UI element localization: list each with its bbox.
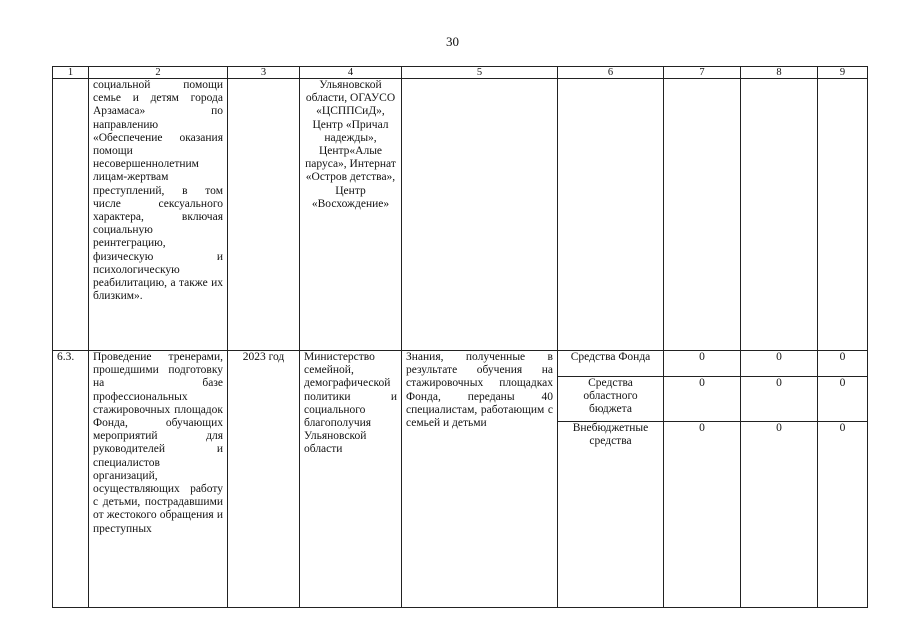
cell-v7: 0 xyxy=(664,422,741,608)
cell-executor: Министерство семейной, демографической политики и социального благополучия Ульяновской области xyxy=(300,351,402,608)
cell-source: Внебюджетные средства xyxy=(558,422,664,608)
cell-source xyxy=(558,79,664,351)
header-row xyxy=(53,67,868,79)
col-header: 7 xyxy=(664,67,741,79)
col-header: 8 xyxy=(741,67,818,79)
cell-period: 2023 год xyxy=(228,351,300,608)
col-header: 9 xyxy=(818,67,868,79)
table-row-6-3 xyxy=(53,351,868,377)
cell-v9 xyxy=(818,79,868,351)
cell-result xyxy=(402,79,558,351)
cell-v9: 0 xyxy=(818,422,868,608)
cell-v8 xyxy=(741,79,818,351)
cell-source: Средства Фонда xyxy=(558,351,664,377)
cell-v7: 0 xyxy=(664,377,741,422)
col-header: 1 xyxy=(53,67,89,79)
col-header: 6 xyxy=(558,67,664,79)
col-header: 4 xyxy=(300,67,402,79)
cell-executor: Ульяновской области, ОГАУСО «ЦСППСиД», Центр «Причал надежды», Центр«Алые паруса», Интернат «Остров детства», Центр «Восхождение» xyxy=(300,79,402,351)
cell-activity: социальной помощи семье и детям города Арзамаса» по направлению «Обеспечение оказания помощи несовершеннолетним лицам-жертвам преступлений, в том числе сексуального характера, включая социальную реинтеграцию, физическую и психологическую реабилитацию, а также их близким». xyxy=(89,79,228,351)
cell-v9: 0 xyxy=(818,377,868,422)
table-row-continued xyxy=(53,79,868,351)
page-number: 30 xyxy=(446,34,459,49)
cell-v8: 0 xyxy=(741,351,818,377)
col-header: 5 xyxy=(402,67,558,79)
cell-v7: 0 xyxy=(664,351,741,377)
cell-activity: Проведение тренерами, прошедшими подготовку на базе профессиональных стажировочных площадок Фонда, обучающих мероприятий для руководителей и специалистов организаций, осуществляющих работу с детьми, пострадавшими от жестокого обращения и преступных xyxy=(89,351,228,608)
cell-num: 6.3. xyxy=(53,351,89,608)
cell-source: Средства областного бюджета xyxy=(558,377,664,422)
col-header: 3 xyxy=(228,67,300,79)
program-table xyxy=(52,66,868,608)
cell-v7 xyxy=(664,79,741,351)
col-header: 2 xyxy=(89,67,228,79)
cell-v9: 0 xyxy=(818,351,868,377)
cell-num xyxy=(53,79,89,351)
cell-v8: 0 xyxy=(741,422,818,608)
cell-result: Знания, полученные в результате обучения на стажировочных площадках Фонда, переданы 40 специалистам, работающим с семьей и детьми xyxy=(402,351,558,608)
cell-v8: 0 xyxy=(741,377,818,422)
cell-period xyxy=(228,79,300,351)
